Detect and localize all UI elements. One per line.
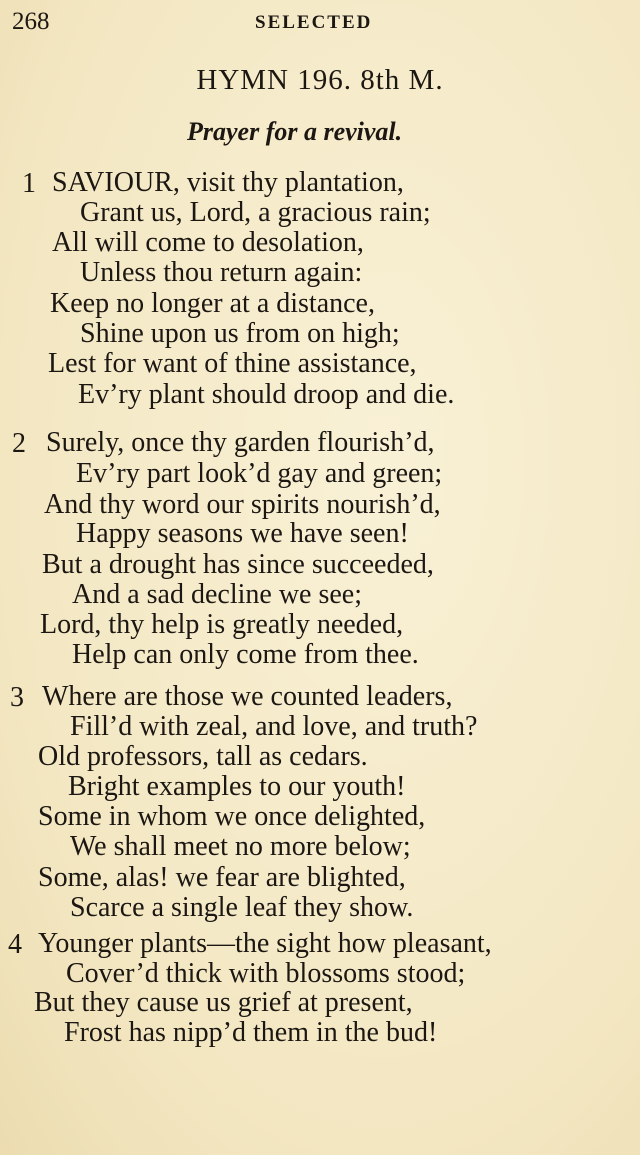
verse-line: Lord, thy help is greatly needed,	[40, 609, 404, 640]
verse-line: SAVIOUR, visit thy plantation,	[52, 167, 404, 198]
verse-line: Younger plants—the sight how pleasant,	[38, 928, 492, 959]
hymn-subtitle: Prayer for a revival.	[187, 117, 403, 146]
verse-line: Scarce a single leaf they show.	[70, 892, 414, 923]
verse-number: 4	[8, 929, 22, 960]
verse-line: Surely, once thy garden flourish’d,	[46, 427, 435, 458]
verse-line: And a sad decline we see;	[72, 579, 362, 610]
verse-line: Grant us, Lord, a gracious rain;	[80, 197, 431, 228]
verse-number: 3	[10, 682, 24, 713]
verse-line: All will come to desolation,	[52, 227, 364, 258]
verse-line: And thy word our spirits nourish’d,	[44, 489, 441, 520]
verse-line: Unless thou return again:	[80, 257, 363, 288]
verse-line: Old professors, tall as cedars.	[38, 741, 368, 772]
verse-line: But they cause us grief at present,	[34, 987, 413, 1018]
verse-line: But a drought has since succeeded,	[42, 549, 434, 580]
section-title: SELECTED	[255, 12, 373, 33]
verse-number: 2	[12, 428, 26, 459]
verse-line: Keep no longer at a distance,	[50, 288, 375, 319]
verse-line: Shine upon us from on high;	[80, 318, 400, 349]
verse-line: Some in whom we once delighted,	[38, 801, 426, 832]
verse-line: Lest for want of thine assistance,	[48, 348, 417, 379]
verse-line: We shall meet no more below;	[70, 831, 411, 862]
verse-line: Fill’d with zeal, and love, and truth?	[70, 711, 478, 742]
verse-line: Some, alas! we fear are blighted,	[38, 862, 406, 893]
verse-line: Bright examples to our youth!	[68, 771, 406, 802]
running-head	[12, 8, 628, 38]
verse-line: Ev’ry plant should droop and die.	[78, 379, 455, 410]
verse-number: 1	[22, 168, 36, 199]
hymn-title-text: HYMN 196. 8th M.	[196, 64, 444, 96]
verse-line: Where are those we counted leaders,	[42, 681, 453, 712]
hymn-title	[0, 64, 640, 97]
verse-line: Ev’ry part look’d gay and green;	[76, 458, 443, 489]
verse-line: Happy seasons we have seen!	[76, 518, 409, 549]
verse-line: Help can only come from thee.	[72, 639, 419, 670]
verse-line: Cover’d thick with blossoms stood;	[66, 958, 466, 989]
verse-line: Frost has nipp’d them in the bud!	[64, 1017, 438, 1048]
page-number: 268	[12, 8, 50, 35]
